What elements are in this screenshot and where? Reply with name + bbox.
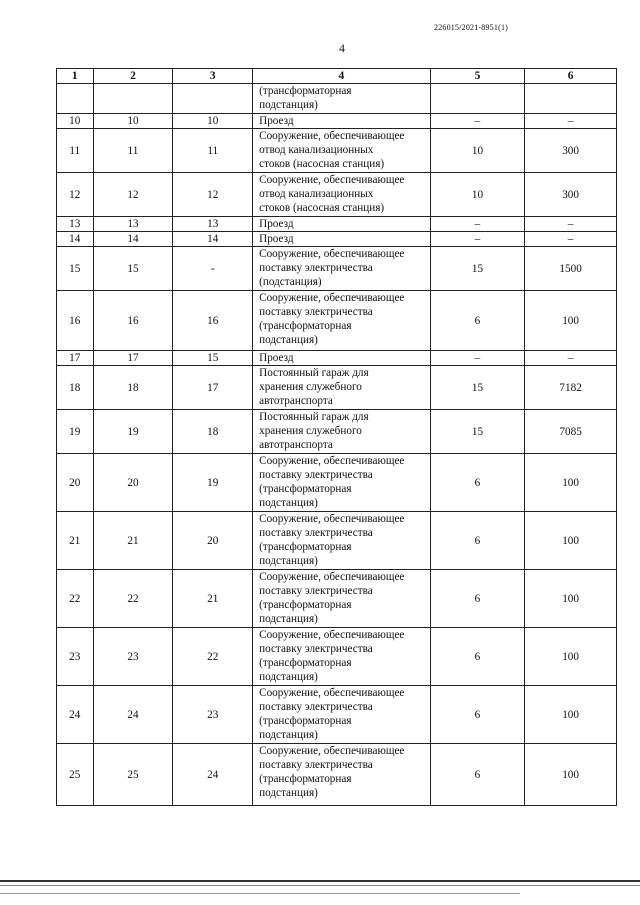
page-number: 4	[339, 41, 345, 55]
table-cell: 18	[173, 410, 253, 454]
table-row	[57, 454, 617, 512]
table-row	[57, 114, 617, 129]
table-cell: 15	[430, 366, 525, 410]
table-cell: 100	[525, 512, 617, 570]
description-cell: Проезд	[253, 217, 431, 232]
table-cell: 15	[57, 247, 94, 291]
table-cell: 15	[93, 247, 173, 291]
table-cell: –	[430, 351, 525, 366]
table-cell: 22	[57, 570, 94, 628]
table-cell: 100	[525, 570, 617, 628]
table-cell: 19	[57, 410, 94, 454]
description-cell: Постоянный гараж для хранения служебного автотранспорта	[253, 410, 431, 454]
table-cell	[57, 84, 94, 114]
table-cell: 21	[57, 512, 94, 570]
description-cell: Сооружение, обеспечивающее поставку электричества (трансформаторная подстанция)	[253, 512, 431, 570]
table-cell: 100	[525, 744, 617, 806]
table-cell: 21	[93, 512, 173, 570]
table-cell: 11	[57, 129, 94, 173]
table-cell: 7182	[525, 366, 617, 410]
table-row	[57, 232, 617, 247]
table-cell: 20	[93, 454, 173, 512]
table-row	[57, 410, 617, 454]
table-cell: 7085	[525, 410, 617, 454]
description-cell: Сооружение, обеспечивающее поставку электричества (трансформаторная подстанция)	[253, 628, 431, 686]
table-cell: 14	[57, 232, 94, 247]
column-header: 6	[525, 69, 617, 84]
table-cell: –	[525, 232, 617, 247]
table-cell: 24	[57, 686, 94, 744]
table-cell: 10	[57, 114, 94, 129]
description-cell: Проезд	[253, 351, 431, 366]
table-cell: 21	[173, 570, 253, 628]
table-cell: 22	[93, 570, 173, 628]
table-row	[57, 628, 617, 686]
table-cell: 13	[93, 217, 173, 232]
table-row	[57, 291, 617, 351]
table-cell: 23	[57, 628, 94, 686]
table-cell: –	[525, 351, 617, 366]
table-cell: 23	[93, 628, 173, 686]
table-row	[57, 351, 617, 366]
table-cell	[525, 84, 617, 114]
description-cell: Сооружение, обеспечивающее поставку электричества (трансформаторная подстанция)	[253, 744, 431, 806]
description-cell: Проезд	[253, 232, 431, 247]
table-row	[57, 366, 617, 410]
table-row	[57, 686, 617, 744]
table-cell: 100	[525, 291, 617, 351]
table-cell: 10	[173, 114, 253, 129]
table-cell: 12	[173, 173, 253, 217]
description-cell: Сооружение, обеспечивающее отвод канализационных стоков (насосная станция)	[253, 173, 431, 217]
table-cell: 100	[525, 454, 617, 512]
table-cell: 100	[525, 628, 617, 686]
table-cell: 15	[430, 247, 525, 291]
column-header: 3	[173, 69, 253, 84]
table-header-row	[57, 69, 617, 84]
description-cell: Сооружение, обеспечивающее поставку электричества (трансформаторная подстанция)	[253, 291, 431, 351]
scan-artifact-line	[0, 880, 640, 882]
description-cell: Постоянный гараж для хранения служебного автотранспорта	[253, 366, 431, 410]
description-cell: Сооружение, обеспечивающее поставку электричества (трансформаторная подстанция)	[253, 454, 431, 512]
table-cell: 15	[430, 410, 525, 454]
table-cell: 18	[93, 366, 173, 410]
table-cell	[93, 84, 173, 114]
description-cell: (трансформаторная подстанция)	[253, 84, 431, 114]
description-cell: Сооружение, обеспечивающее отвод канализационных стоков (насосная станция)	[253, 129, 431, 173]
table-row	[57, 570, 617, 628]
table-body	[57, 84, 617, 806]
table-cell: 6	[430, 454, 525, 512]
table-cell: 20	[57, 454, 94, 512]
table-row	[57, 84, 617, 114]
table-cell: 12	[57, 173, 94, 217]
table-cell: 300	[525, 129, 617, 173]
table-cell: –	[430, 114, 525, 129]
table-row	[57, 129, 617, 173]
table-cell: 19	[93, 410, 173, 454]
table-cell: 18	[57, 366, 94, 410]
table-row	[57, 744, 617, 806]
table-cell: 17	[173, 366, 253, 410]
table-cell	[173, 84, 253, 114]
column-header: 4	[253, 69, 431, 84]
table-cell: 25	[57, 744, 94, 806]
table-cell: 6	[430, 291, 525, 351]
table-cell: 24	[93, 686, 173, 744]
table-cell: 11	[93, 129, 173, 173]
table-cell: 10	[430, 173, 525, 217]
column-header: 1	[57, 69, 94, 84]
column-header: 2	[93, 69, 173, 84]
table-cell: 13	[173, 217, 253, 232]
table-cell: –	[430, 232, 525, 247]
scan-artifact-line	[0, 885, 640, 886]
table-cell: –	[525, 114, 617, 129]
description-cell: Проезд	[253, 114, 431, 129]
table-cell: 17	[93, 351, 173, 366]
table-cell: -	[173, 247, 253, 291]
table-cell: 15	[173, 351, 253, 366]
table-cell: –	[430, 217, 525, 232]
table-cell: 12	[93, 173, 173, 217]
table-cell: 1500	[525, 247, 617, 291]
table-cell: 17	[57, 351, 94, 366]
table-row	[57, 512, 617, 570]
data-table	[56, 68, 617, 806]
table-cell: 100	[525, 686, 617, 744]
table-row	[57, 217, 617, 232]
description-cell: Сооружение, обеспечивающее поставку электричества (трансформаторная подстанция)	[253, 570, 431, 628]
scan-artifact-line	[0, 893, 520, 894]
table-cell: –	[525, 217, 617, 232]
table-cell: 20	[173, 512, 253, 570]
table-cell: 6	[430, 512, 525, 570]
table-cell: 25	[93, 744, 173, 806]
table-cell: 6	[430, 686, 525, 744]
table-cell: 16	[93, 291, 173, 351]
table-cell: 23	[173, 686, 253, 744]
table-row	[57, 173, 617, 217]
table-cell: 11	[173, 129, 253, 173]
table-cell: 6	[430, 570, 525, 628]
table-cell: 16	[173, 291, 253, 351]
column-header: 5	[430, 69, 525, 84]
table-row	[57, 247, 617, 291]
table-cell: 6	[430, 744, 525, 806]
table-cell: 10	[430, 129, 525, 173]
table-cell: 6	[430, 628, 525, 686]
table-cell: 24	[173, 744, 253, 806]
document-number: 226015/2021-8951(1)	[434, 23, 509, 32]
table-cell: 19	[173, 454, 253, 512]
table-cell	[430, 84, 525, 114]
table-cell: 300	[525, 173, 617, 217]
table-cell: 10	[93, 114, 173, 129]
description-cell: Сооружение, обеспечивающее поставку электричества (подстанция)	[253, 247, 431, 291]
table-cell: 14	[173, 232, 253, 247]
description-cell: Сооружение, обеспечивающее поставку электричества (трансформаторная подстанция)	[253, 686, 431, 744]
table-cell: 16	[57, 291, 94, 351]
table-cell: 22	[173, 628, 253, 686]
table-cell: 14	[93, 232, 173, 247]
table-cell: 13	[57, 217, 94, 232]
